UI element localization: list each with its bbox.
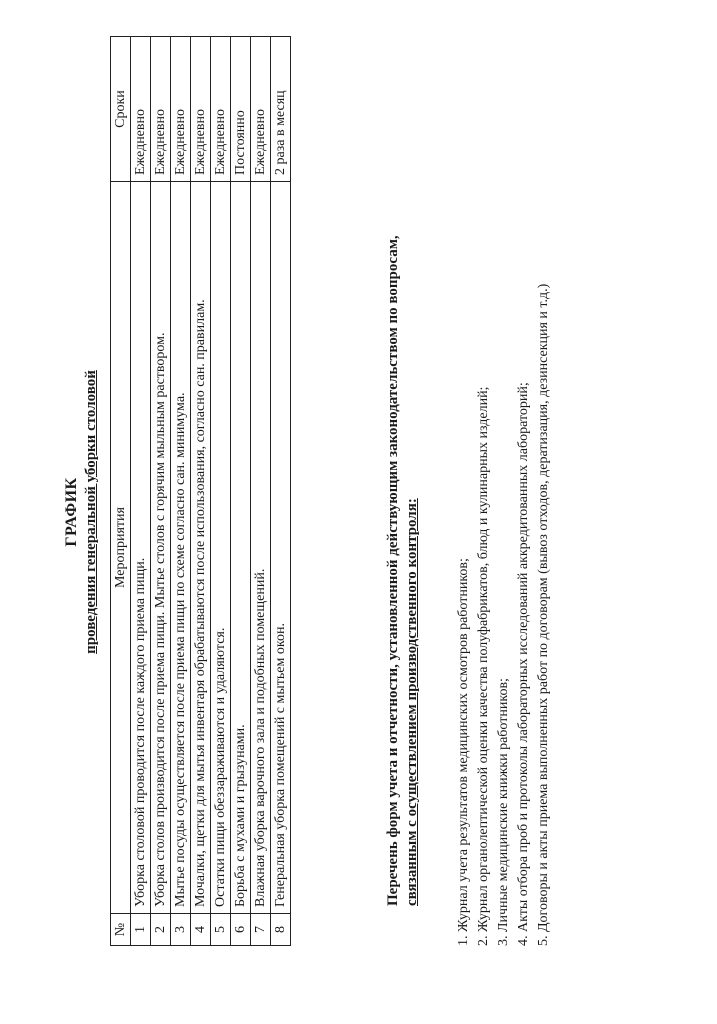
- header-number: №: [111, 914, 131, 946]
- list-item: 2. Журнал органолептической оценки качества полуфабрикатов, блюд и кулинарных изделий;: [476, 386, 491, 946]
- row-number: 3: [171, 914, 191, 946]
- document-subtitle: проведения генеральной уборки столовой: [83, 370, 99, 654]
- row-number: 2: [151, 914, 171, 946]
- table-row: [191, 37, 211, 946]
- list-item: 1. Журнал учета результатов медицинских осмотров работников;: [456, 558, 471, 946]
- table-row: [271, 37, 291, 946]
- table-row: [171, 37, 191, 946]
- row-number: 6: [231, 914, 251, 946]
- list-item: 3. Личные медицинские книжки работников;: [496, 678, 511, 946]
- row-number: 1: [131, 914, 151, 946]
- row-activity: Уборка столов производится после приема пищи. Мытье столов с горячим мыльным раствором.: [151, 182, 171, 914]
- row-activity: Остатки пищи обеззараживаются и удаляются.: [211, 182, 231, 914]
- records-list-heading: [384, 36, 422, 906]
- list-item: 5. Договоры и акты приема выполненных работ по договорам (вывоз отходов, дератизация, дезинсекция и т.д.): [536, 283, 551, 946]
- row-activity: Мочалки, щетки для мытья инвентаря обрабатываются после использования, согласно сан. правилам.: [191, 182, 211, 914]
- row-period: Ежедневно: [171, 37, 191, 182]
- row-activity: Влажная уборка варочного зала и подобных помещений.: [251, 182, 271, 914]
- list-item: 4. Акты отбора проб и протоколы лабораторных исследований аккредитованных лабораторий;: [516, 382, 531, 946]
- document-title: ГРАФИК: [63, 477, 80, 547]
- records-list-heading-line2: связанным с осуществлением производственного контроля:: [404, 498, 420, 906]
- row-number: 4: [191, 914, 211, 946]
- row-activity: Борьба с мухами и грызунами.: [231, 182, 251, 914]
- records-list-heading-line1: Перечень форм учета и отчетности, установленной действующим законодательством по вопросам,: [385, 235, 401, 906]
- row-period: Ежедневно: [151, 37, 171, 182]
- row-activity: Мытье посуды осуществляется после приема пищи по схеме согласно сан. минимума.: [171, 182, 191, 914]
- row-period: Ежедневно: [131, 37, 151, 182]
- row-number: 7: [251, 914, 271, 946]
- row-number: 5: [211, 914, 231, 946]
- row-period: Ежедневно: [191, 37, 211, 182]
- row-period: 2 раза в месяц: [271, 37, 291, 182]
- cleaning-schedule-table: [110, 36, 291, 946]
- row-activity: Уборка столовой проводится после каждого приема пищи.: [131, 182, 151, 914]
- row-period: Постоянно: [231, 37, 251, 182]
- table-row: [231, 37, 251, 946]
- table-row: [151, 37, 171, 946]
- header-period: Сроки: [111, 37, 131, 182]
- table-header-row: [111, 37, 131, 946]
- table-row: [211, 37, 231, 946]
- row-number: 8: [271, 914, 291, 946]
- title-block: [62, 0, 100, 1024]
- table-row: [251, 37, 271, 946]
- row-period: Ежедневно: [251, 37, 271, 182]
- records-list: [454, 284, 554, 946]
- row-period: Ежедневно: [211, 37, 231, 182]
- table-row: [131, 37, 151, 946]
- header-activities: Мероприятия: [111, 182, 131, 914]
- row-activity: Генеральная уборка помещений с мытьем окон.: [271, 182, 291, 914]
